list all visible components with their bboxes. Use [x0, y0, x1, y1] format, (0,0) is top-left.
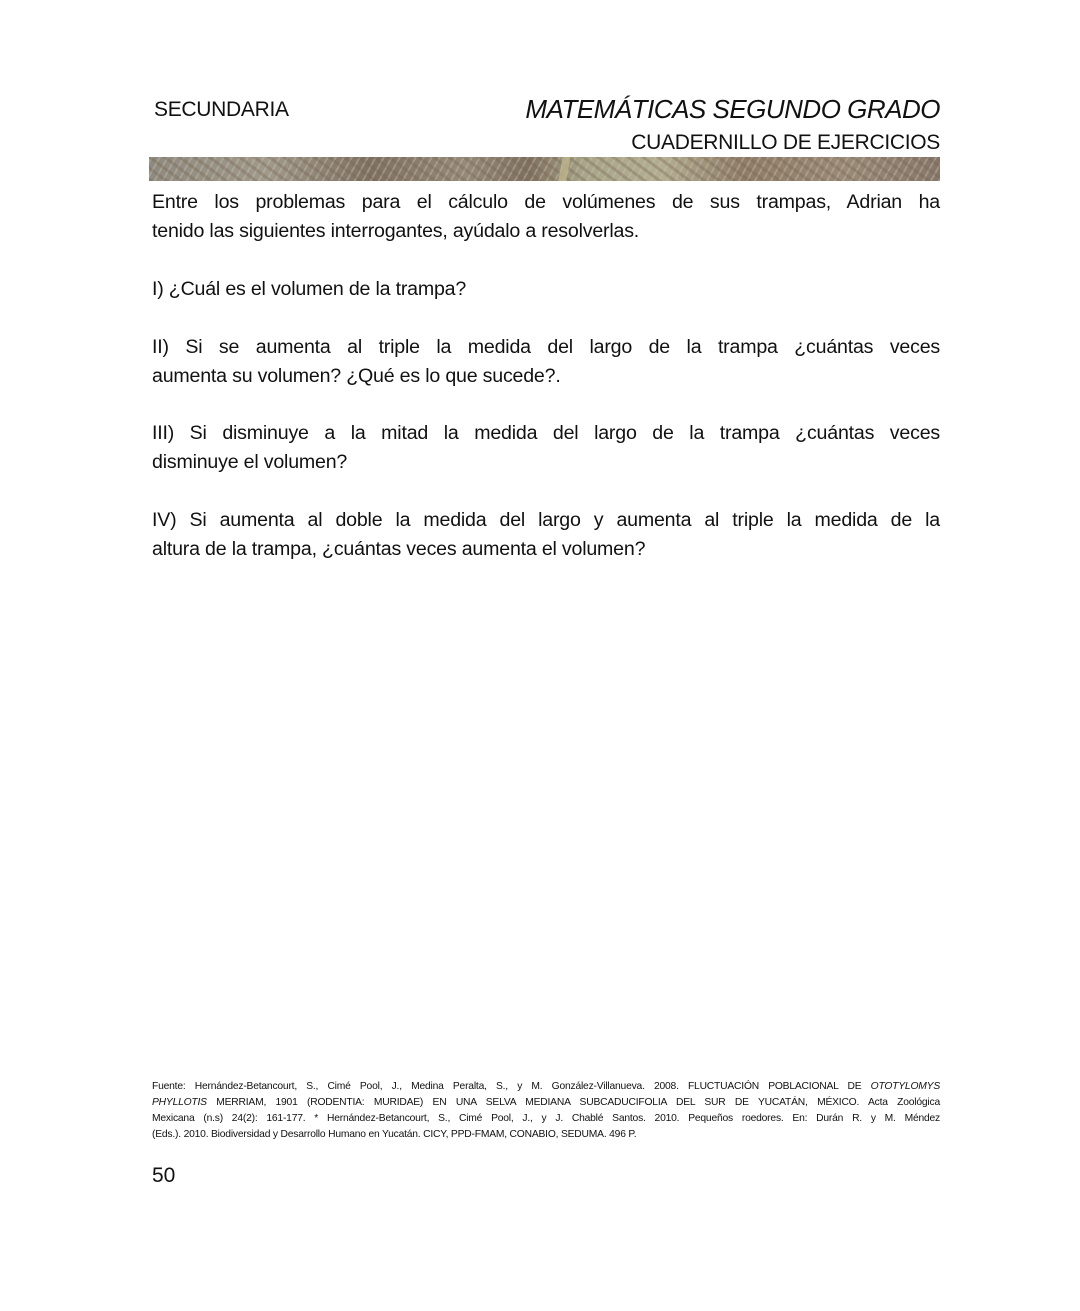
text-line: III) Si disminuye a la mitad la medida del largo de la trampa ¿cuántas veces: [152, 422, 940, 444]
text-line: II) Si se aumenta al triple la medida del largo de la trampa ¿cuántas veces: [152, 336, 940, 358]
footnote-text: MERRIAM, 1901 (RODENTIA: MURIDAE) EN UNA SELVA MEDIANA SUBCADUCIFOLIA DEL SUR DE YUCATÁN, MÉXICO. Acta Zoológica: [206, 1097, 940, 1108]
source-footnote: [152, 1079, 940, 1143]
text-line: I) ¿Cuál es el volumen de la trampa?: [152, 278, 467, 300]
page-number: 50: [152, 1164, 176, 1187]
header-level: SECUNDARIA: [154, 98, 289, 121]
header-title: MATEMÁTICAS SEGUNDO GRADO: [525, 94, 940, 124]
header-stone-banner: [149, 157, 940, 181]
footnote-species: PHYLLOTIS: [152, 1097, 207, 1108]
question-1: [152, 275, 940, 304]
question-3: [152, 419, 940, 477]
footnote-text: Fuente: Hernández-Betancourt, S., Cimé Pool, J., Medina Peralta, S., y M. González-Villanueva. 2008. FLUCTUACIÓN POBLACIONAL DE: [152, 1081, 871, 1092]
header-subtitle: CUADERNILLO DE EJERCICIOS: [631, 131, 940, 154]
text-line: Entre los problemas para el cálculo de volúmenes de sus trampas, Adrian ha: [152, 191, 940, 213]
footnote-text: (Eds.). 2010. Biodiversidad y Desarrollo Humano en Yucatán. CICY, PPD-FMAM, CONABIO, SEDUMA. 496 P.: [152, 1129, 637, 1140]
text-line: disminuye el volumen?: [152, 451, 348, 473]
text-line: tenido las siguientes interrogantes, ayúdalo a resolverlas.: [152, 220, 640, 242]
text-line: IV) Si aumenta al doble la medida del largo y aumenta al triple la medida de la: [152, 509, 940, 531]
text-line: altura de la trampa, ¿cuántas veces aumenta el volumen?: [152, 538, 646, 560]
text-line: aumenta su volumen? ¿Qué es lo que sucede?.: [152, 365, 561, 387]
footnote-text: Mexicana (n.s) 24(2): 161-177. * Hernández-Betancourt, S., Cimé Pool, J., y J. Chablé Santos. 2010. Pequeños roedores. En: Durán R. y M. Méndez: [152, 1113, 940, 1124]
question-4: [152, 506, 940, 564]
footnote-species: OTOTYLOMYS: [870, 1081, 940, 1092]
intro-paragraph: [152, 188, 940, 246]
question-2: [152, 333, 940, 391]
